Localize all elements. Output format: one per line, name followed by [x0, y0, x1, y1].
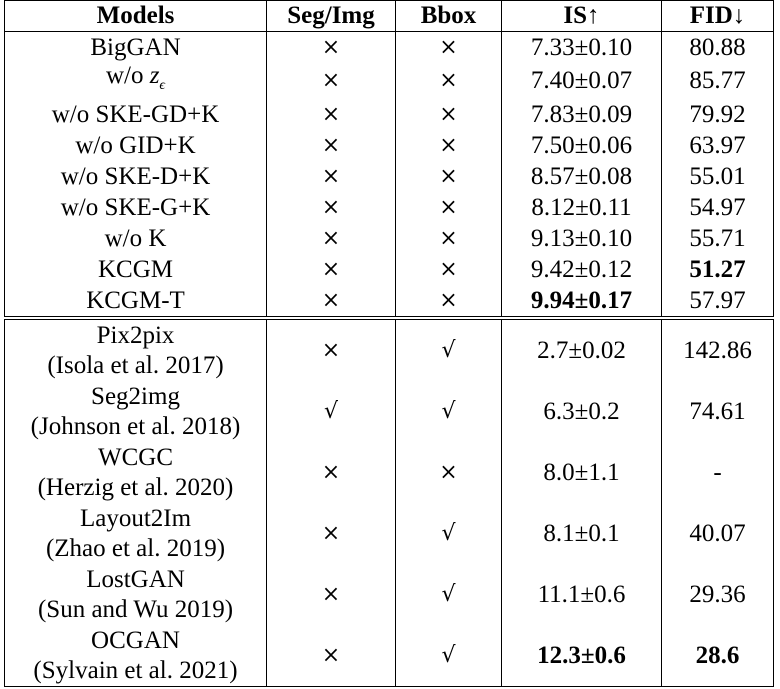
- table-row: [5, 192, 774, 223]
- results-table-container: [4, 0, 774, 687]
- fid-score: 80.88: [662, 32, 774, 64]
- header-is: IS↑: [502, 1, 662, 32]
- is-score: 11.1±0.6: [502, 564, 662, 625]
- bbox-mark: ×: [396, 130, 502, 161]
- is-score-best: 9.94±0.17: [502, 285, 662, 318]
- seg-img-mark: ×: [267, 442, 396, 503]
- fid-score: -: [662, 442, 774, 503]
- seg-img-mark: ×: [267, 503, 396, 564]
- fid-score: 57.97: [662, 285, 774, 318]
- model-name: w/o SKE-GD+K: [5, 99, 267, 130]
- is-score-best: 12.3±0.6: [502, 625, 662, 687]
- fid-score: 74.61: [662, 381, 774, 442]
- model-name: [5, 318, 267, 381]
- table-row: [5, 254, 774, 285]
- is-score: 8.57±0.08: [502, 161, 662, 192]
- model-name: [5, 625, 267, 687]
- model-name: KCGM-T: [5, 285, 267, 318]
- model-label: WCGC: [98, 443, 173, 471]
- table-row: [5, 503, 774, 564]
- bbox-mark: ×: [396, 192, 502, 223]
- is-score: 9.13±0.10: [502, 223, 662, 254]
- bbox-mark: ×: [396, 32, 502, 64]
- seg-img-mark: ×: [267, 254, 396, 285]
- seg-img-mark: ×: [267, 130, 396, 161]
- bbox-mark: √: [396, 564, 502, 625]
- fid-score: 29.36: [662, 564, 774, 625]
- bbox-mark: ×: [396, 285, 502, 318]
- fid-score: 55.01: [662, 161, 774, 192]
- model-label: Pix2pix: [96, 321, 175, 349]
- bbox-mark: ×: [396, 161, 502, 192]
- model-name: KCGM: [5, 254, 267, 285]
- table-row: [5, 285, 774, 318]
- model-label: Layout2Im: [79, 504, 192, 532]
- fid-score: 85.77: [662, 63, 774, 99]
- model-name: [5, 381, 267, 442]
- bbox-mark: √: [396, 381, 502, 442]
- fid-score-best: 51.27: [662, 254, 774, 285]
- model-citation: (Herzig et al. 2020): [37, 473, 234, 501]
- seg-img-mark: ×: [267, 99, 396, 130]
- seg-img-mark: ×: [267, 63, 396, 99]
- model-citation: (Johnson et al. 2018): [30, 412, 241, 440]
- bbox-mark: ×: [396, 442, 502, 503]
- model-citation: (Sun and Wu 2019): [37, 595, 234, 623]
- seg-img-mark: ×: [267, 318, 396, 381]
- table-row: [5, 99, 774, 130]
- table-row: [5, 223, 774, 254]
- table-row: [5, 32, 774, 64]
- seg-img-mark: ×: [267, 285, 396, 318]
- model-name: [5, 63, 267, 99]
- table-row: [5, 442, 774, 503]
- bbox-mark: ×: [396, 99, 502, 130]
- seg-img-mark: ×: [267, 192, 396, 223]
- is-score: 8.12±0.11: [502, 192, 662, 223]
- is-score: 9.42±0.12: [502, 254, 662, 285]
- model-label: LostGAN: [86, 565, 185, 593]
- model-prefix: w/o: [105, 62, 150, 89]
- header-models: Models: [5, 1, 267, 32]
- model-name: BigGAN: [5, 32, 267, 64]
- model-name: w/o SKE-G+K: [5, 192, 267, 223]
- table-row: [5, 318, 774, 381]
- is-score: 7.33±0.10: [502, 32, 662, 64]
- model-label: Seg2img: [91, 382, 180, 410]
- is-score: 7.50±0.06: [502, 130, 662, 161]
- seg-img-mark: ×: [267, 161, 396, 192]
- model-name: w/o GID+K: [5, 130, 267, 161]
- table-row: [5, 63, 774, 99]
- fid-score: 79.92: [662, 99, 774, 130]
- z-epsilon-symbol: [149, 62, 166, 93]
- bbox-mark: √: [396, 318, 502, 381]
- table-row: [5, 130, 774, 161]
- bbox-mark: ×: [396, 63, 502, 99]
- is-score: 2.7±0.02: [502, 318, 662, 381]
- seg-img-mark: ×: [267, 625, 396, 687]
- model-name: w/o SKE-D+K: [5, 161, 267, 192]
- results-table: [4, 0, 774, 687]
- seg-img-mark: √: [267, 381, 396, 442]
- model-name: w/o K: [5, 223, 267, 254]
- fid-score: 55.71: [662, 223, 774, 254]
- header-seg-img: Seg/Img: [267, 1, 396, 32]
- seg-img-mark: ×: [267, 32, 396, 64]
- fid-score: 63.97: [662, 130, 774, 161]
- model-citation: (Zhao et al. 2019): [45, 534, 226, 562]
- table-row: [5, 161, 774, 192]
- bbox-mark: ×: [396, 223, 502, 254]
- model-citation: (Isola et al. 2017): [47, 351, 224, 379]
- header-bbox: Bbox: [396, 1, 502, 32]
- is-score: 7.40±0.07: [502, 63, 662, 99]
- model-name: [5, 564, 267, 625]
- seg-img-mark: ×: [267, 564, 396, 625]
- is-score: 7.83±0.09: [502, 99, 662, 130]
- is-score: 8.0±1.1: [502, 442, 662, 503]
- model-name: [5, 442, 267, 503]
- fid-score: 40.07: [662, 503, 774, 564]
- fid-score: 54.97: [662, 192, 774, 223]
- table-row: [5, 564, 774, 625]
- z-variable: z: [149, 62, 160, 89]
- model-name: [5, 503, 267, 564]
- model-label: OCGAN: [91, 626, 180, 654]
- seg-img-mark: ×: [267, 223, 396, 254]
- fid-score-best: 28.6: [662, 625, 774, 687]
- header-fid: FID↓: [662, 1, 774, 32]
- table-row: [5, 625, 774, 687]
- bbox-mark: √: [396, 503, 502, 564]
- bbox-mark: ×: [396, 254, 502, 285]
- fid-score: 142.86: [662, 318, 774, 381]
- header-row: [5, 1, 774, 32]
- epsilon-subscript: ϵ: [159, 78, 166, 93]
- table-row: [5, 381, 774, 442]
- is-score: 8.1±0.1: [502, 503, 662, 564]
- bbox-mark: √: [396, 625, 502, 687]
- is-score: 6.3±0.2: [502, 381, 662, 442]
- model-citation: (Sylvain et al. 2021): [33, 656, 238, 684]
